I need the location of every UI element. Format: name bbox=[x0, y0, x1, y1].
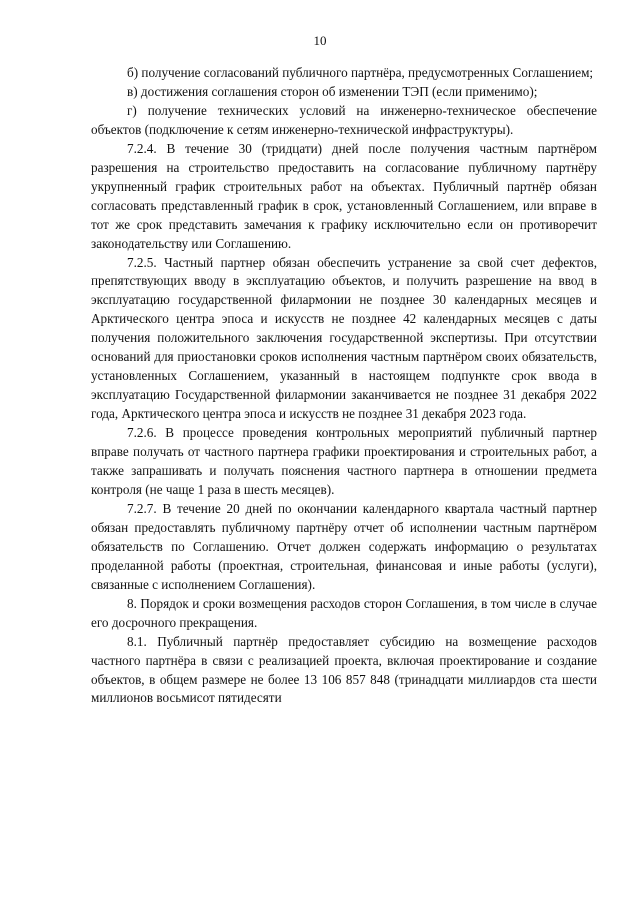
paragraph-b: б) получение согласований публичного партнёра, предусмотренных Соглашением; bbox=[127, 65, 594, 80]
paragraph-8-1: 8.1. Публичный партнёр предоставляет субсидию на возмещение расходов частного партнёра в связи с реализацией проекта, включая проектирование и создание объектов, в общем размере не более 13 106 857 848 (тринадцати миллиардов ста шести миллионов восьмисот пятидесяти bbox=[91, 633, 597, 706]
paragraph-7-2-6: 7.2.6. В процессе проведения контрольных мероприятий публичный партнер вправе получать от частного партнера графики проектирования и строительных работ, а также запрашивать и получать пояснения частного партнера в отношении предмета контроля (не чаще 1 раза в шесть месяцев). bbox=[91, 425, 597, 497]
paragraph-7-2-4: 7.2.4. В течение 30 (тридцати) дней после получения частным партнёром разрешения на строительство предоставить на согласование публичному партнёру укрупненный график строительных работ на объектах. Публичный партнёр обязан согласовать представленный график в срок, установленный Соглашением, или вправе в тот же срок представить замечания к графику исключительно если он противоречит законодательству или Соглашению. bbox=[91, 140, 597, 251]
document-body bbox=[91, 64, 597, 708]
paragraph-g: г) получение технических условий на инженерно-техническое обеспечение объектов (подключение к сетям инженерно-технической инфраструктуры). bbox=[91, 102, 597, 137]
page-number: 10 bbox=[313, 33, 327, 48]
paragraph-7-2-7: 7.2.7. В течение 20 дней по окончании календарного квартала частный партнер обязан предоставлять публичному партнёру отчет об исполнении частным партнёром обязательств по Соглашению. Отчет должен содержать информацию о результатах проделанной работы (проектная, строительная, финансовая и иные работы (услуги), связанные с исполнением Соглашения). bbox=[91, 500, 597, 592]
paragraph-v: в) достижения соглашения сторон об изменении ТЭП (если применимо); bbox=[127, 83, 538, 99]
paragraph-7-2-5: 7.2.5. Частный партнер обязан обеспечить устранение за свой счет дефектов, препятствующих вводу в эксплуатацию объектов, и получить разрешение на ввод в эксплуатацию государственной филармонии не позднее 30 календарных месяцев и Арктического центра эпоса и искусств не позднее 42 календарных месяцев с даты получения положительного заключения государственной экспертизы. При отсутствии оснований для приостановки сроков исполнения частным партнёром своих обязательств, установленных Соглашением, указанный в настоящем подпункте срок ввода в эксплуатацию Государственной филармонии заканчивается не позднее 31 декабря 2022 года, Арктического центра эпоса и искусств не позднее 31 декабря 2023 года. bbox=[91, 254, 597, 422]
paragraph-8: 8. Порядок и сроки возмещения расходов сторон Соглашения, в том числе в случае его досрочного прекращения. bbox=[91, 595, 597, 630]
